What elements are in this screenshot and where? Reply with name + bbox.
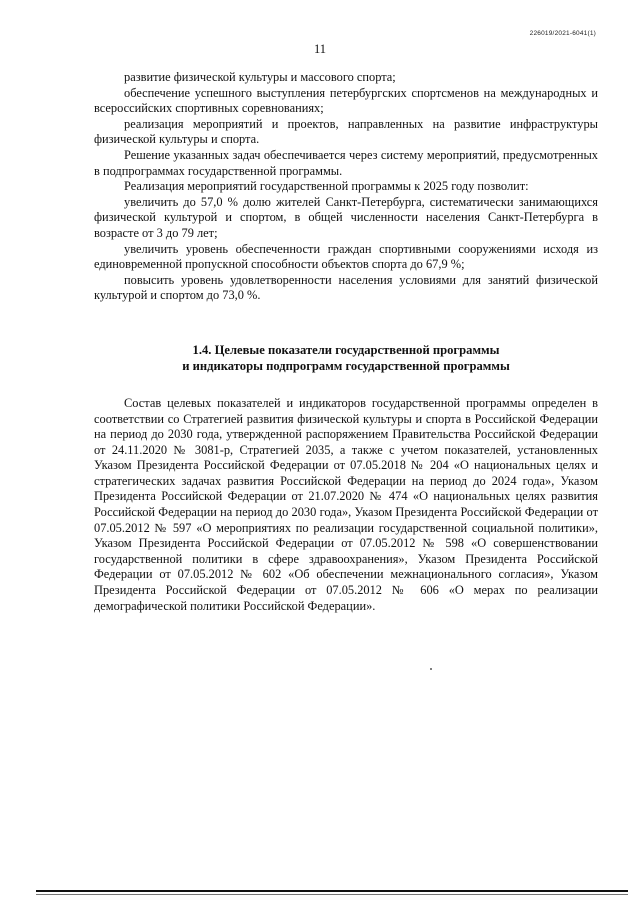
bottom-edge-line (36, 894, 628, 895)
document-body (94, 70, 598, 614)
bottom-edge-line (36, 890, 628, 892)
paragraph: Решение указанных задач обеспечивается через систему мероприятий, предусмотренных в подпрограммах государственной программы. (94, 147, 598, 178)
paragraph: реализация мероприятий и проектов, направленных на развитие инфраструктуры физической культуры и спорта. (94, 116, 598, 147)
section-heading-line: и индикаторы подпрограмм государственной программы (182, 358, 510, 373)
paragraph: повысить уровень удовлетворенности населения условиями для занятий физической культурой и спортом до 73,0 %. (94, 272, 598, 303)
section-heading (94, 342, 598, 374)
section-heading-line: 1.4. Целевые показатели государственной программы (192, 342, 500, 357)
paragraph: Реализация мероприятий государственной программы к 2025 году позволит: (124, 179, 529, 194)
document-id: 226019/2021-6041(1) (529, 30, 596, 37)
page-number: 11 (313, 42, 327, 56)
paragraph: развитие физической культуры и массового спорта; (124, 70, 396, 84)
paragraph: увеличить до 57,0 % долю жителей Санкт-Петербурга, систематически занимающихся физической культурой и спортом, в общей численности населения Санкт-Петербурга в возрасте от 3 до 79 лет; (94, 194, 598, 240)
paragraph: увеличить уровень обеспеченности граждан спортивными сооружениями исходя из единовременной пропускной способности объектов спорта до 67,9 %; (94, 241, 598, 272)
paragraph: обеспечение успешного выступления петербургских спортсменов на международных и всероссийских спортивных соревнованиях; (94, 85, 598, 116)
scan-speck (430, 668, 432, 670)
paragraph: Состав целевых показателей и индикаторов государственной программы определен в соответствии со Стратегией развития физической культуры и спорта в Российской Федерации на период до 2030 года, утвержденной распоряжением Правительства Российской Федерации от 24.11.2020 № 3081-р, Стратегией 2035, а также с учетом показателей, установленных Указом Президента Российской Федерации от 07.05.2018 № 204 «О национальных целях и стратегических задачах развития Российской Федерации на период до 2024 года», Указом Президента Российской Федерации от 21.07.2020 № 474 «О национальных целях развития Российской Федерации на период до 2030 года», Указом Президента Российской Федерации от 07.05.2012 № 597 «О мероприятиях по реализации государственной социальной политики», Указом Президента Российской Федерации от 07.05.2012 № 598 «О совершенствовании государственной политики в сфере здравоохранения», Указом Президента Российской Федерации от 07.05.2012 № 602 «Об обеспечении межнационального согласия», Указом Президента Российской Федерации от 07.05.2012 № 606 «О мерах по реализации демографической политики Российской Федерации». (94, 395, 598, 613)
